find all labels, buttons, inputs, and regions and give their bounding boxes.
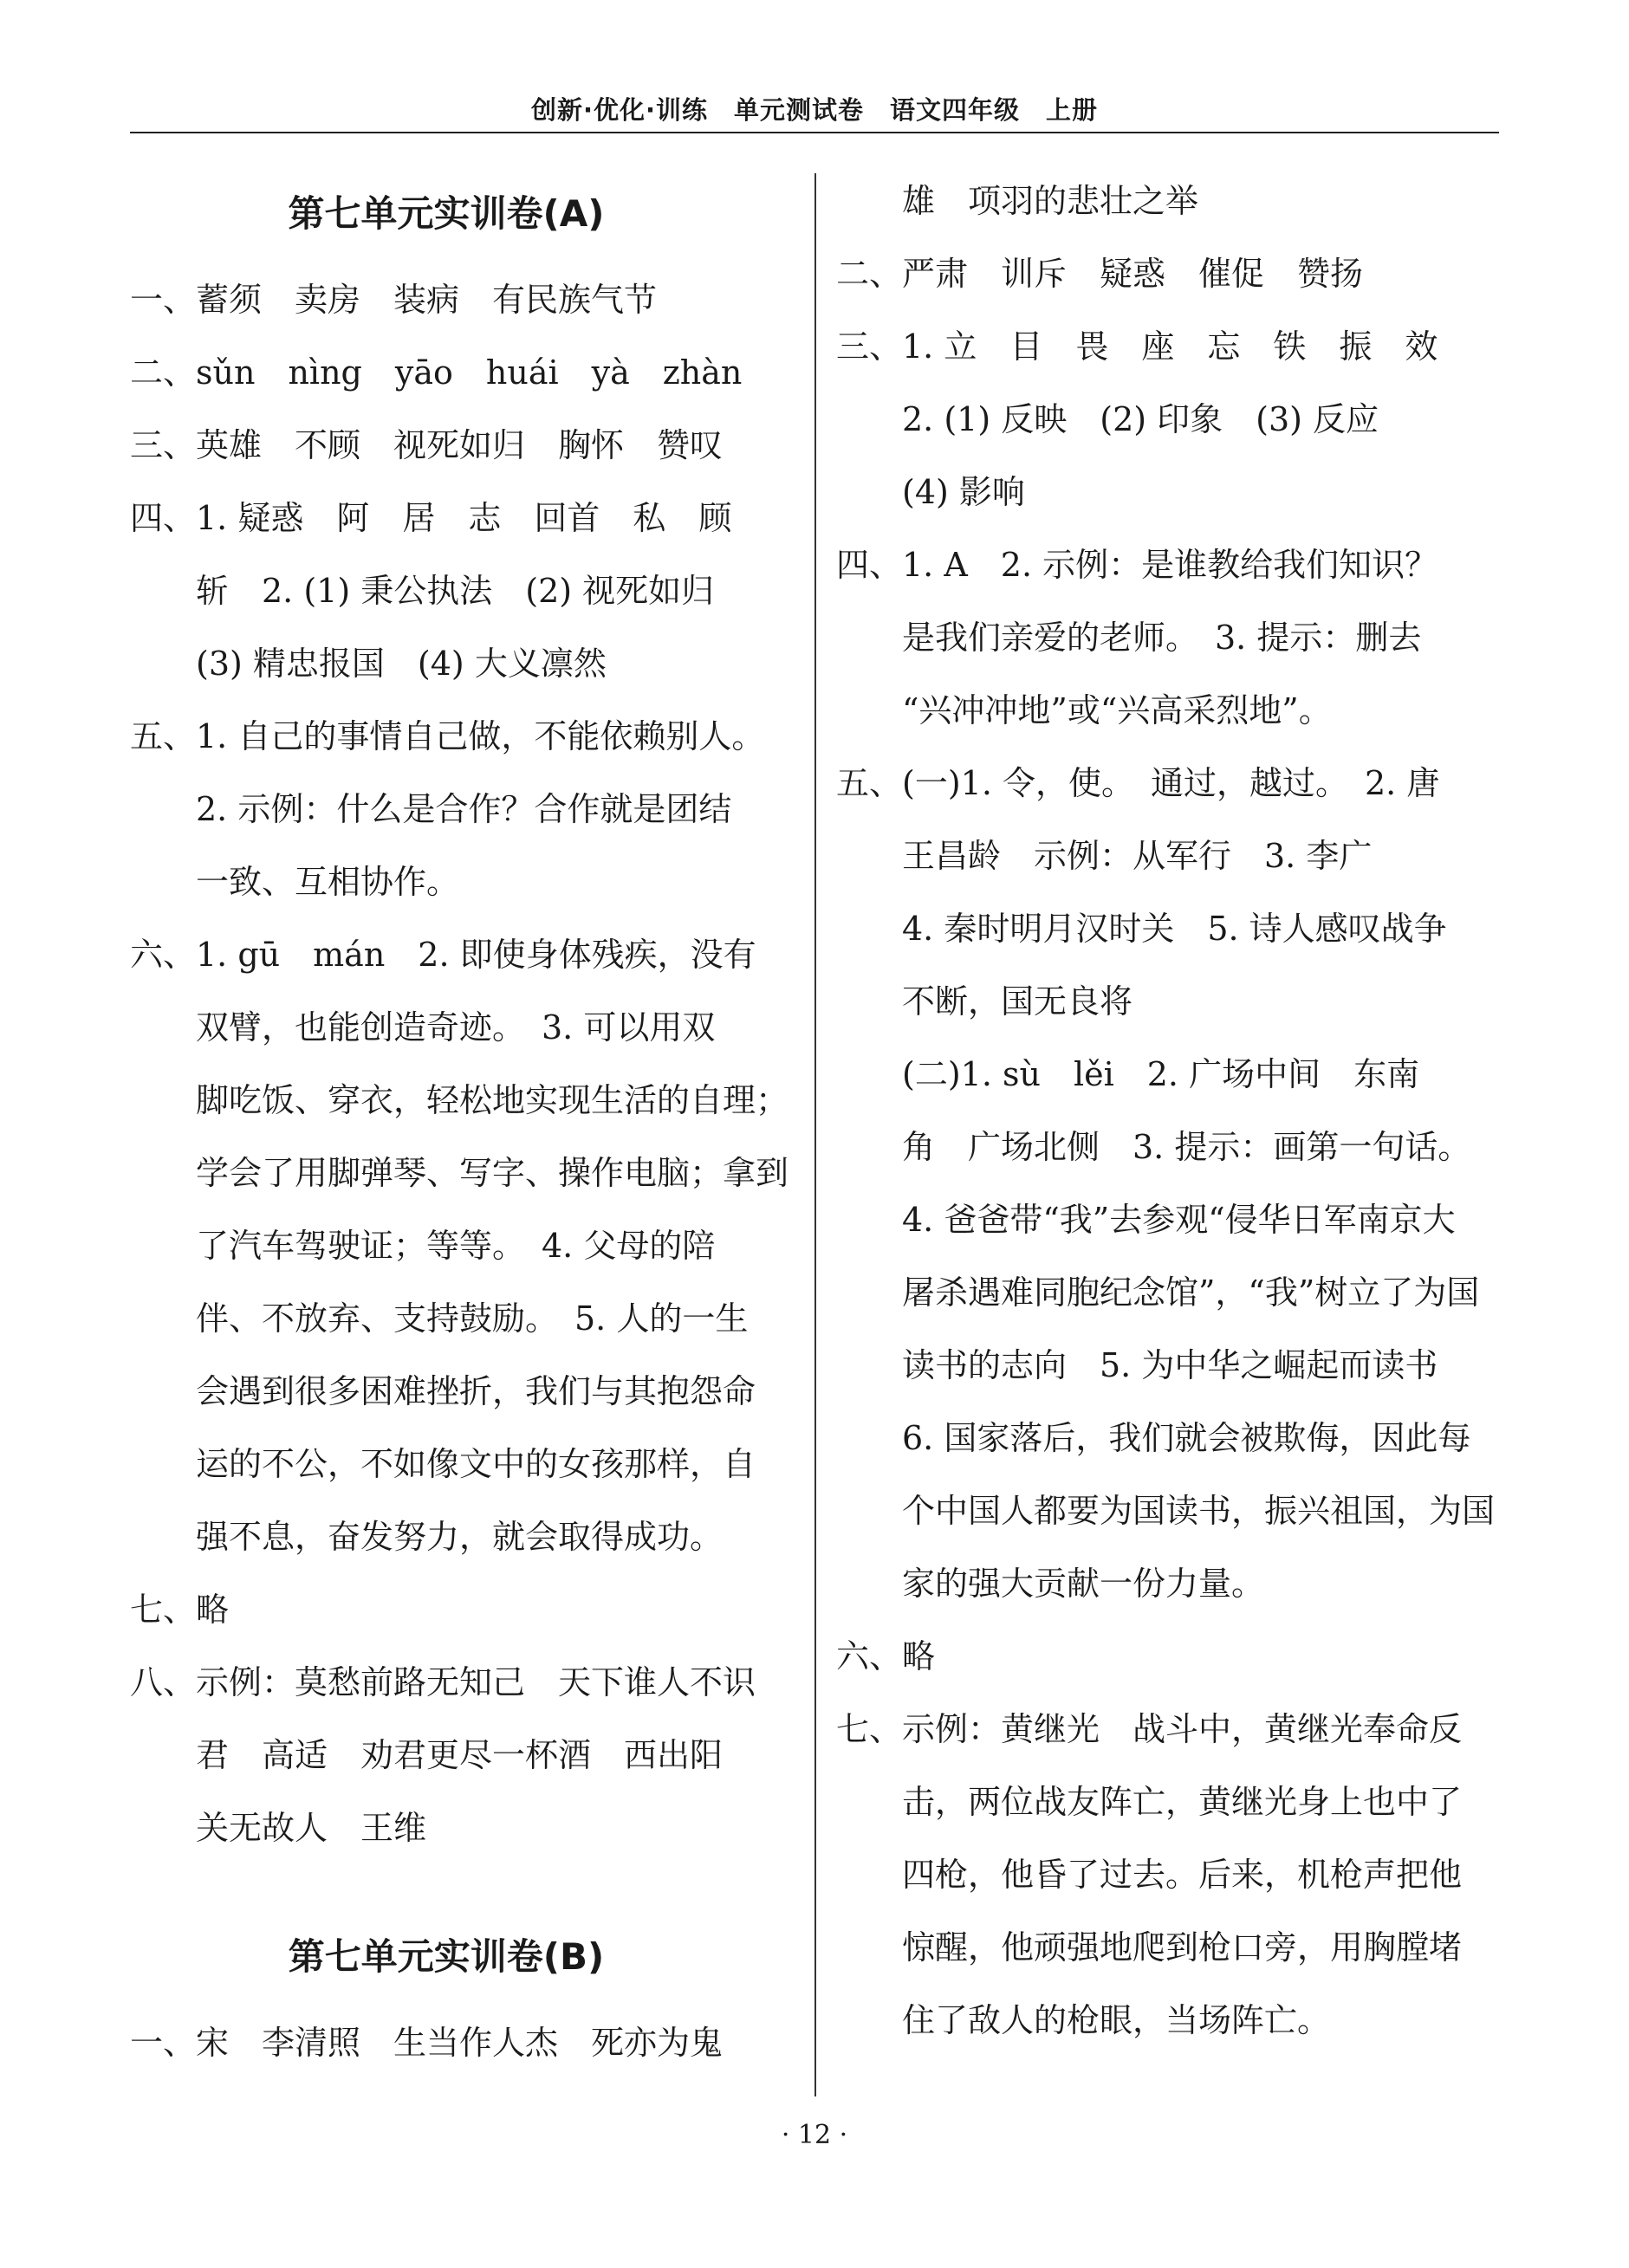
answer-line: 屠杀遇难同胞纪念馆”，“我”树立了为国 (902, 1273, 1480, 1312)
section-b-answers (130, 2006, 797, 2079)
answer-line: 三、英雄 不顾 视死如归 胸怀 赞叹 (130, 426, 724, 464)
answer-line: 击，两位战友阵亡，黄继光身上也中了 (902, 1783, 1463, 1821)
answer-line: 二、sǔn nìng yāo huái yà zhàn (130, 353, 743, 392)
answer-line: 了汽车驾驶证；等等。 4. 父母的陪 (196, 1227, 716, 1265)
answer-line: 学会了用脚弹琴、写字、操作电脑；拿到 (196, 1154, 789, 1192)
answer-line: 4. 秦时明月汉时关 5. 诗人感叹战争 (902, 910, 1447, 948)
right-column (836, 165, 1503, 2057)
answer-line: 4. 爸爸带“我”去参观“侵华日军南京大 (902, 1201, 1456, 1239)
answer-line: 二、严肃 训斥 疑惑 催促 赞扬 (836, 255, 1364, 293)
answer-line: 是我们亲爱的老师。 3. 提示：删去 (902, 619, 1422, 657)
answer-line: 一、宋 李清照 生当作人杰 死亦为鬼 (130, 2024, 724, 2062)
answer-line: 四枪，他昏了过去。后来，机枪声把他 (902, 1856, 1463, 1894)
section-a-answers (130, 263, 797, 1864)
answer-line: 三、1. 立 目 畏 座 忘 铁 振 效 (836, 327, 1438, 366)
answer-line: 关无故人 王维 (196, 1809, 427, 1847)
answer-line: 住了敌人的枪眼，当场阵亡。 (902, 2001, 1331, 2039)
answer-line: 惊醒，他顽强地爬到枪口旁，用胸膛堵 (902, 1928, 1463, 1967)
answer-line: (4) 影响 (902, 473, 1025, 511)
answer-line: 伴、不放弃、支持鼓励。 5. 人的一生 (196, 1299, 749, 1338)
answer-line: 脚吃饭、穿衣，轻松地实现生活的自理； (196, 1081, 789, 1119)
answer-line: 不断，国无良将 (902, 982, 1133, 1021)
column-divider (814, 173, 816, 2096)
answer-line: 一致、互相协作。 (196, 863, 460, 901)
answer-line: 王昌龄 示例：从军行 3. 李广 (902, 837, 1373, 875)
page-number: · 12 · (781, 2120, 848, 2150)
answer-line: 斩 2. (1) 秉公执法 (2) 视死如归 (196, 572, 715, 610)
answer-line: 五、1. 自己的事情自己做，不能依赖别人。 (130, 717, 765, 755)
section-title-b: 第七单元实训卷(B) (288, 1935, 605, 1978)
answer-line: 双臂，也能创造奇迹。 3. 可以用双 (196, 1008, 716, 1047)
answer-line: 君 高适 劝君更尽一杯酒 西出阳 (196, 1736, 724, 1774)
header-rule (130, 132, 1499, 133)
answer-line: 角 广场北侧 3. 提示：画第一句话。 (902, 1128, 1471, 1166)
answer-line: 个中国人都要为国读书，振兴祖国，为国 (902, 1492, 1496, 1530)
answer-line: 6. 国家落后，我们就会被欺侮，因此每 (902, 1419, 1471, 1457)
answer-line: 2. (1) 反映 (2) 印象 (3) 反应 (902, 400, 1379, 438)
answer-line: (二)1. sù lěi 2. 广场中间 东南 (902, 1055, 1420, 1093)
answer-line: 雄 项羽的悲壮之举 (902, 182, 1199, 220)
left-column (130, 165, 797, 2079)
answer-line: 六、略 (836, 1637, 936, 1675)
answer-line: 五、(一)1. 令，使。 通过，越过。 2. 唐 (836, 764, 1440, 802)
answer-line: 强不息，奋发努力，就会取得成功。 (196, 1518, 724, 1556)
answer-line: 七、示例：黄继光 战斗中，黄继光奉命反 (836, 1710, 1463, 1748)
answer-line: 四、1. 疑惑 阿 居 志 回首 私 顾 (130, 499, 732, 537)
answer-line: 2. 示例：什么是合作？合作就是团结 (196, 790, 732, 828)
answer-line: (3) 精忠报国 (4) 大义凛然 (196, 645, 607, 683)
page-header: 创新·优化·训练 单元测试卷 语文四年级 上册 (530, 95, 1099, 125)
answer-line: 四、1. A 2. 示例：是谁教给我们知识？ (836, 546, 1438, 584)
answer-line: 运的不公，不如像文中的女孩那样，自 (196, 1445, 756, 1483)
answer-line: 会遇到很多困难挫折，我们与其抱怨命 (196, 1372, 756, 1410)
answer-line: 一、蓄须 卖房 装病 有民族气节 (130, 281, 658, 319)
answer-line: 读书的志向 5. 为中华之崛起而读书 (902, 1346, 1438, 1384)
section-title-a: 第七单元实训卷(A) (288, 192, 605, 235)
answer-line: 家的强大贡献一份力量。 (902, 1565, 1265, 1603)
answer-line: 八、示例：莫愁前路无知己 天下谁人不识 (130, 1663, 756, 1701)
answer-line: 七、略 (130, 1591, 230, 1629)
answer-line: 六、1. gū mán 2. 即使身体残疾，没有 (130, 936, 756, 974)
answer-line: “兴冲冲地”或“兴高采烈地”。 (902, 691, 1332, 729)
